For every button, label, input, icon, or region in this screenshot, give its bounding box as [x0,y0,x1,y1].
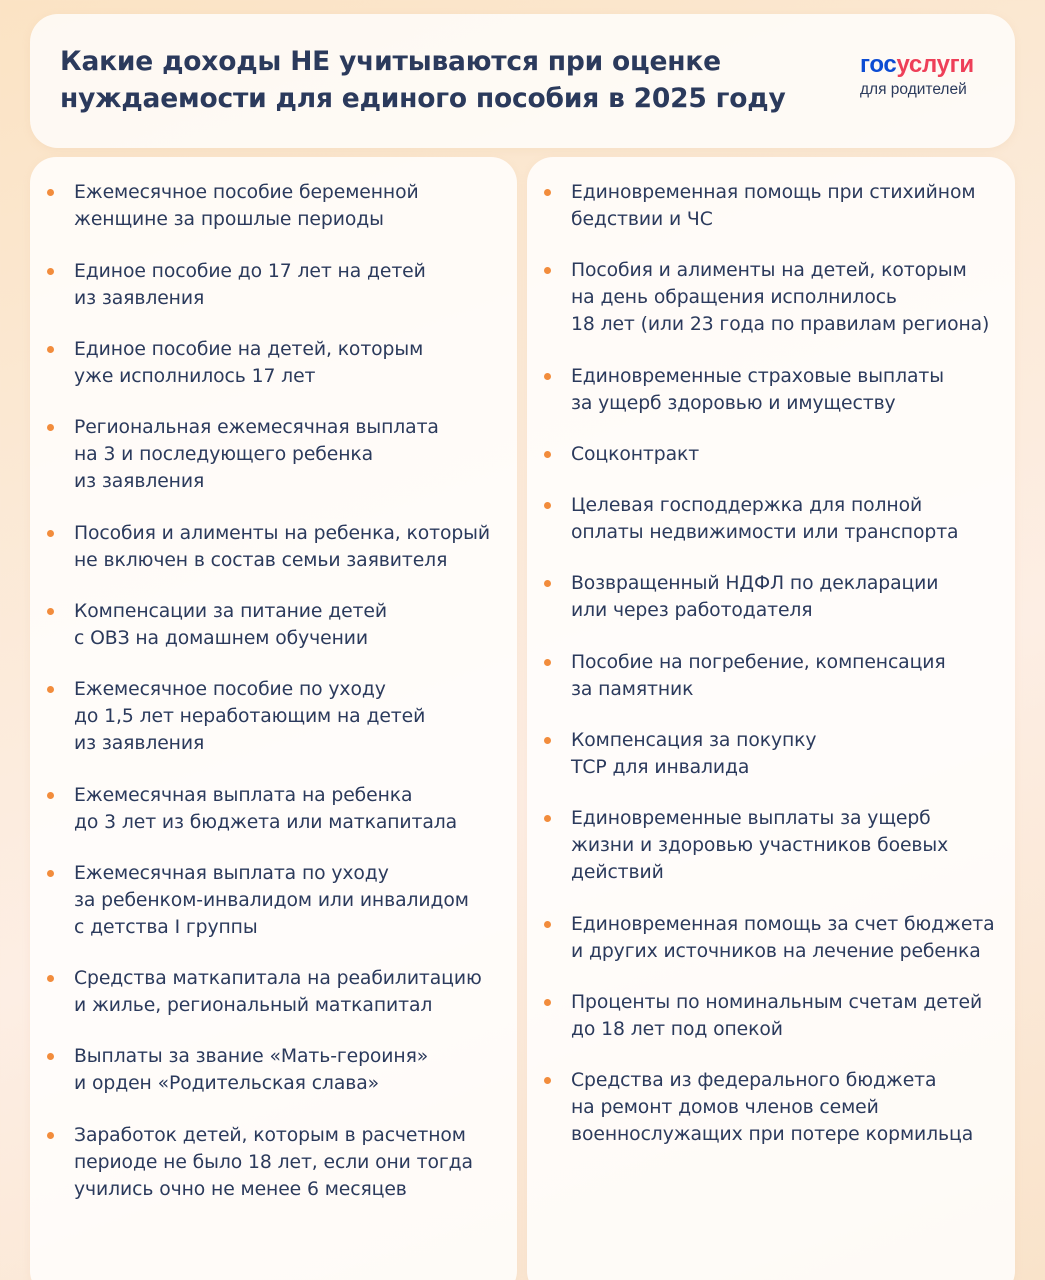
list-item-text: Ежемесячное пособие по уходу до 1,5 лет неработающим на детей из заявления [74,679,426,754]
list-item-text: Заработок детей, которым в расчетном периоде не было 18 лет, если они тогда учились очно не менее 6 месяцев [74,1125,473,1200]
list-item-text: Ежемесячное пособие беременной женщине за прошлые периоды [74,182,419,230]
list-item-text: Средства из федерального бюджета на ремонт домов членов семей военнослужащих при потере кормильца [571,1070,974,1145]
list-item-text: Пособия и алименты на ребенка, который не включен в состав семьи заявителя [74,523,490,571]
list-item [527,727,1015,781]
list-item-text: Средства маткапитала на реабилитацию и жилье, региональный маткапитал [74,968,482,1016]
list-item-text: Единое пособие на детей, которым уже исполнилось 17 лет [74,339,424,387]
list-item [30,860,517,941]
list-item [30,258,517,312]
bullet-icon [47,686,54,693]
list-item-text: Соцконтракт [571,444,700,465]
list-item [30,1122,517,1203]
bullet-icon [47,975,54,982]
list-item-text: Пособия и алименты на детей, которым на день обращения исполнилось 18 лет (или 23 года по правилам региона) [571,260,990,335]
list-item [30,782,517,836]
logo-wordmark [860,52,1000,78]
list-item-text: Компенсация за покупку ТСР для инвалида [571,730,817,778]
bullet-icon [544,1077,551,1084]
list-item [30,179,517,233]
list-item-text: Компенсации за питание детей с ОВЗ на домашнем обучении [74,601,387,649]
bullet-icon [47,792,54,799]
list-item [527,492,1015,546]
list-item [30,520,517,574]
bullet-icon [544,815,551,822]
list-item [527,805,1015,886]
bullet-icon [47,189,54,196]
list-item-text: Пособие на погребение, компенсация за памятник [571,652,946,700]
list-item-text: Единое пособие до 17 лет на детей из заявления [74,261,426,309]
logo-subtitle: для родителей [860,81,967,98]
bullet-icon [544,999,551,1006]
list-item-text: Целевая господдержка для полной оплаты недвижимости или транспорта [571,495,959,543]
list-item-text: Единовременные выплаты за ущерб жизни и здоровью участников боевых действий [571,808,949,883]
list-item-text: Выплаты за звание «Мать-героиня» и орден «Родительская слава» [74,1046,429,1094]
bullet-icon [47,608,54,615]
list-item-text: Ежемесячная выплата на ребенка до 3 лет из бюджета или маткапитала [74,785,458,833]
list-item-text: Единовременная помощь при стихийном бедствии и ЧС [571,182,976,230]
list-item [527,570,1015,624]
right-column-card [527,157,1015,1280]
list-item [527,649,1015,703]
bullet-icon [47,424,54,431]
bullet-icon [47,346,54,353]
bullet-icon [47,530,54,537]
bullet-icon [47,870,54,877]
list-item [30,336,517,390]
bullet-icon [47,1132,54,1139]
list-item-text: Возвращенный НДФЛ по декларации или через работодателя [571,573,939,621]
list-item-text: Единовременная помощь за счет бюджета и других источников на лечение ребенка [571,914,995,962]
bullet-icon [544,737,551,744]
list-item-text: Проценты по номинальным счетам детей до 18 лет под опекой [571,992,983,1040]
bullet-icon [47,1053,54,1060]
list-item-text: Единовременные страховые выплаты за ущерб здоровью и имуществу [571,366,944,414]
list-item [30,676,517,757]
list-item [527,179,1015,233]
bullet-icon [544,451,551,458]
list-item-text: Региональная ежемесячная выплата на 3 и последующего ребенка из заявления [74,417,439,492]
bullet-icon [544,373,551,380]
list-item [527,989,1015,1043]
list-item [30,598,517,652]
bullet-icon [544,267,551,274]
list-item [30,414,517,495]
page-title: Какие доходы НЕ учитываются при оценке нуждаемости для единого пособия в 2025 году [60,46,786,114]
list-item [527,257,1015,338]
list-item [527,441,1015,468]
list-item [30,965,517,1019]
bullet-icon [544,189,551,196]
bullet-icon [544,580,551,587]
list-item [527,1067,1015,1148]
logo-part-uslugi: услуги [896,51,974,78]
list-item [527,363,1015,417]
bullet-icon [544,502,551,509]
list-item [30,1043,517,1097]
logo-part-gos: гос [860,51,897,78]
bullet-icon [47,268,54,275]
bullet-icon [544,659,551,666]
list-item-text: Ежемесячная выплата по уходу за ребенком-инвалидом или инвалидом с детства I группы [74,863,469,938]
left-column-card [30,157,517,1280]
header-card [30,14,1015,148]
bullet-icon [544,921,551,928]
gosuslugi-logo[interactable] [860,52,1000,100]
list-item [527,911,1015,965]
